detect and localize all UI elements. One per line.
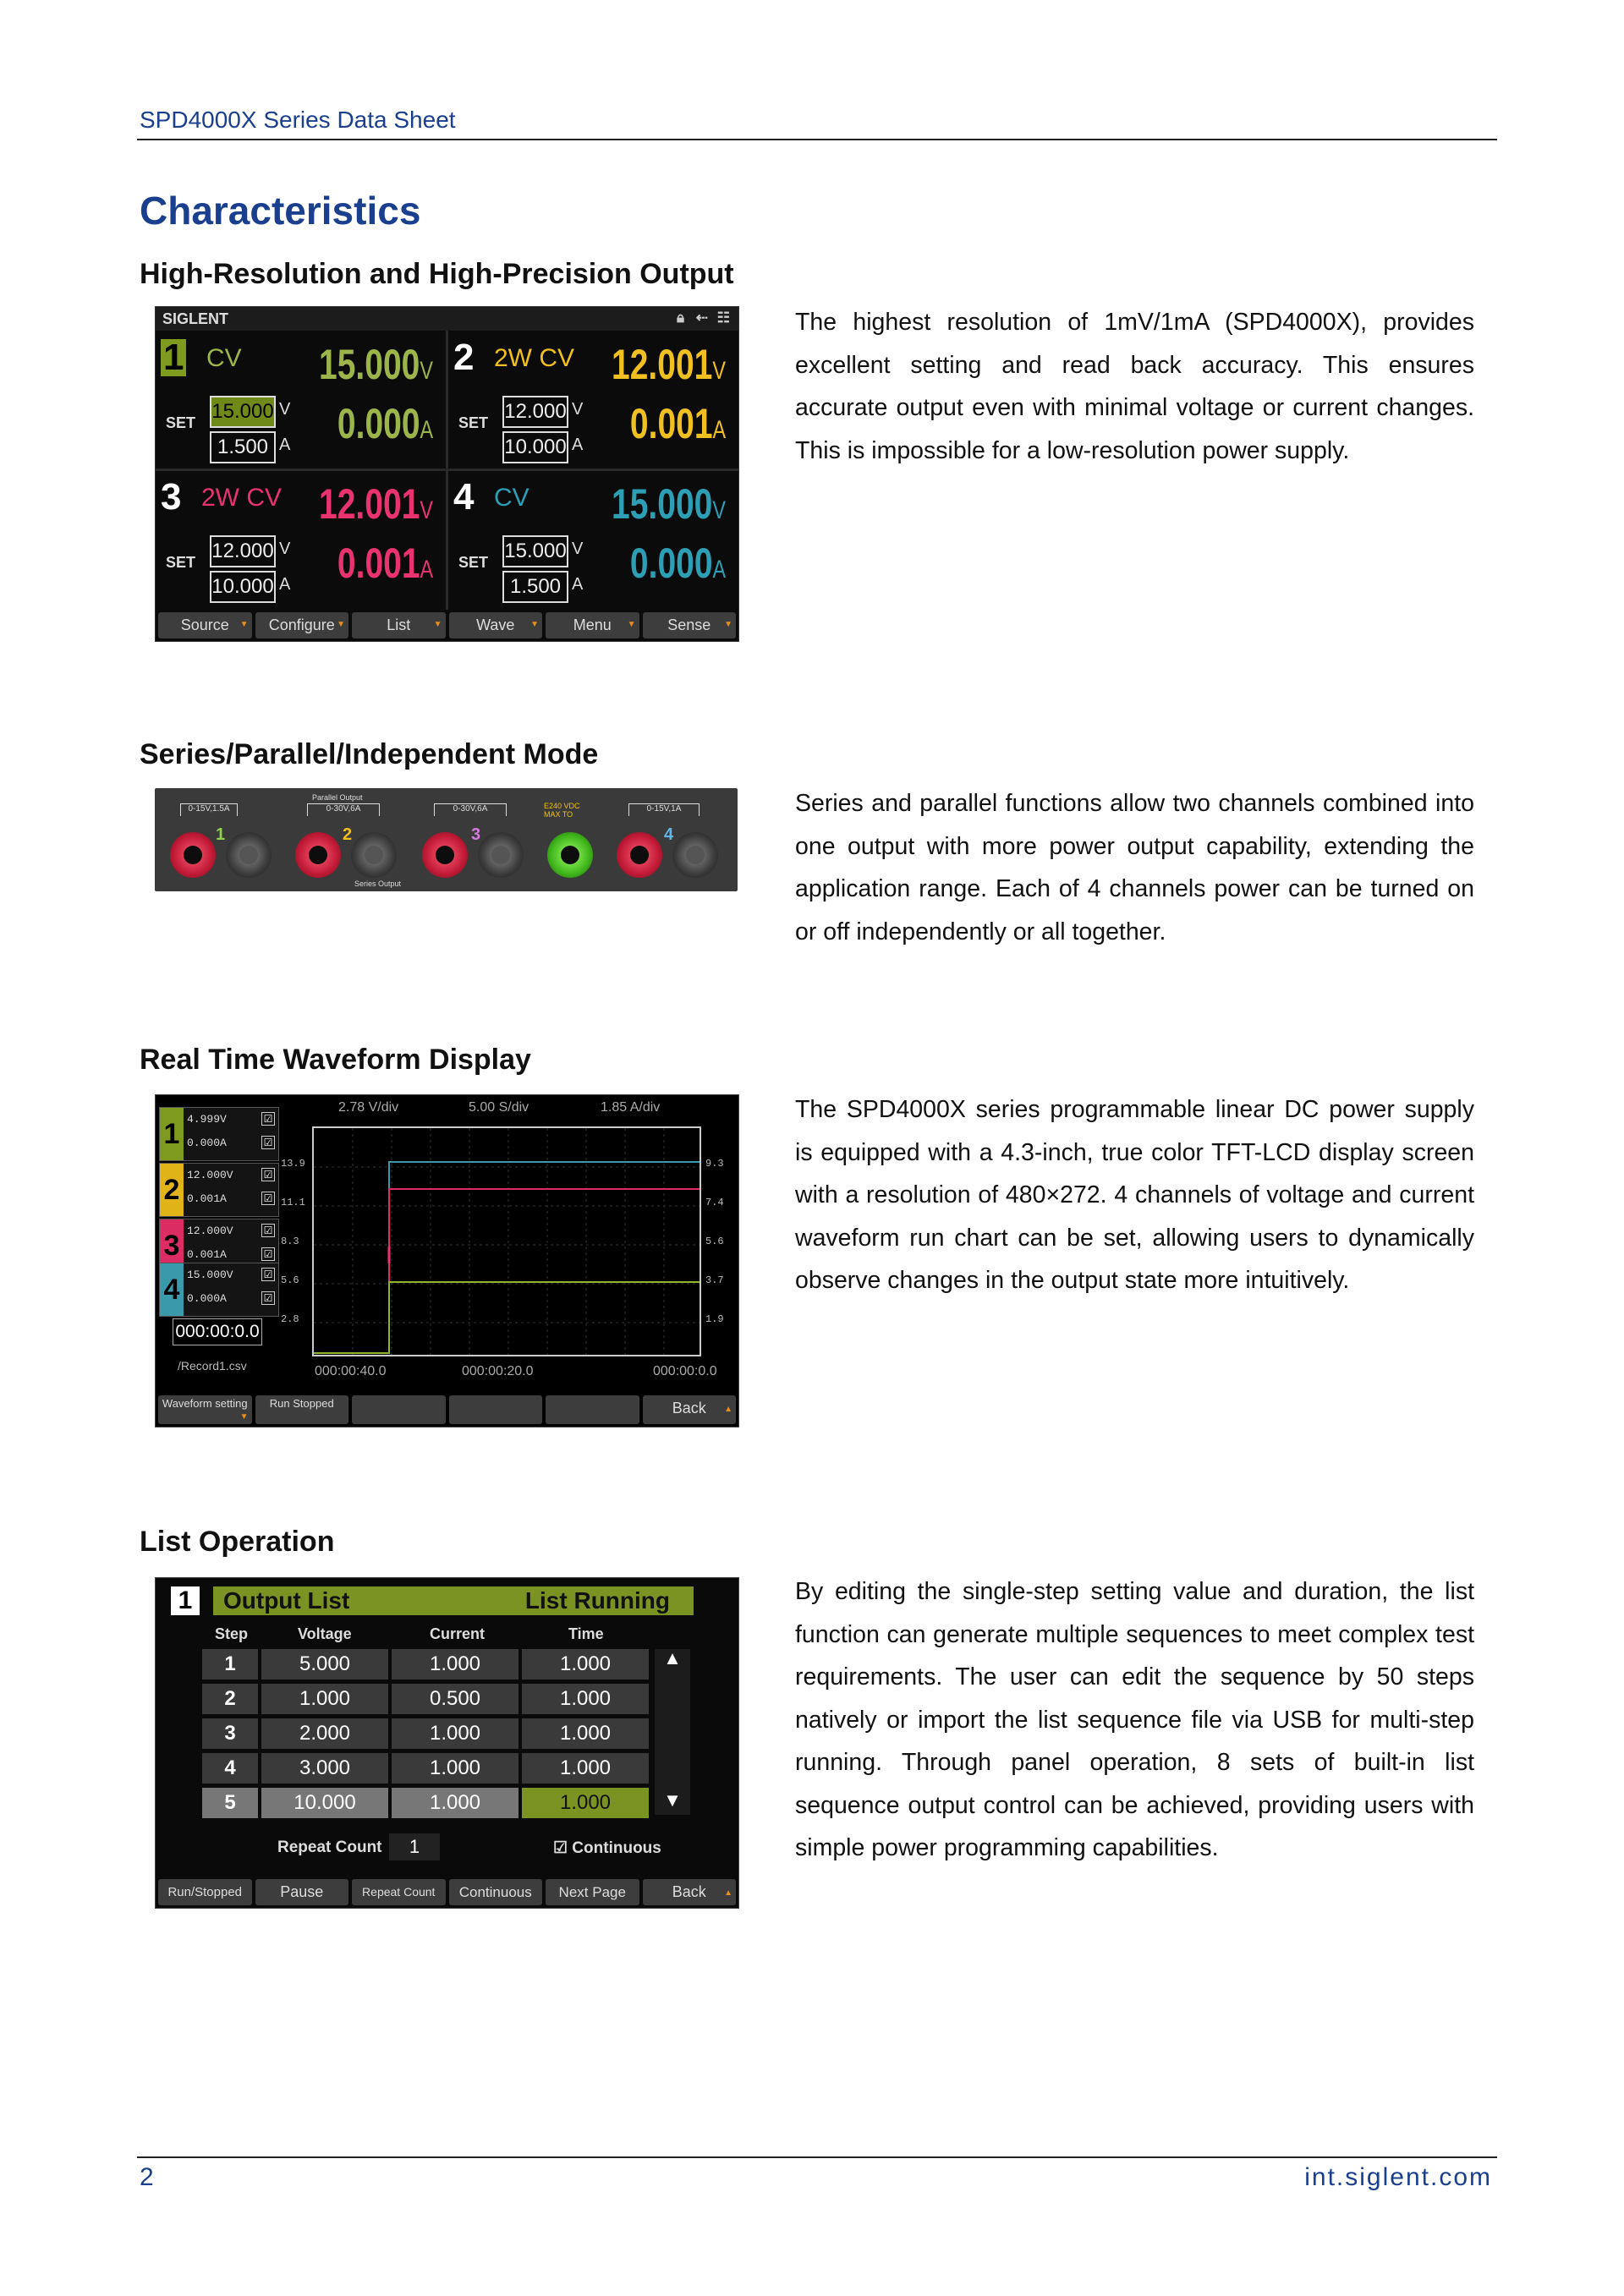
blank-softkey[interactable] xyxy=(546,1395,639,1424)
channel-4-panel xyxy=(448,472,736,610)
run-stopped-softkey[interactable]: Run/Stopped xyxy=(158,1879,252,1905)
voltage-readout: 15.000V xyxy=(319,341,433,388)
channel-2-panel xyxy=(448,332,736,470)
set-label: SET xyxy=(166,414,196,431)
channel-mode: CV xyxy=(206,344,242,372)
section-heading-modes: Series/Parallel/Independent Mode xyxy=(140,738,599,770)
voltage-warning-label: E240 VDC MAX TO xyxy=(544,802,580,819)
channel-2-label: 2 xyxy=(343,825,353,844)
ch2-negative-terminal xyxy=(351,832,397,878)
siglent-logo: SIGLENT xyxy=(162,310,229,327)
softkey-bar xyxy=(156,610,738,641)
channel-number: 4 xyxy=(453,476,475,518)
ch4-positive-terminal xyxy=(617,832,662,878)
list-operation-screenshot: 1 Output List List Running Step Voltage Current Time 1 5.000 1.000 1.000 2 1.000 0.500 1.000 3 2.000 1.000 1.000 4 3.000 1.000 1.000 5 10.000 1.000 1.000 ▲ ▼ Repeat Count 1 ☑ Continuous Run/Stopped Pause Repeat Count Continuous Next Page Back ▲ xyxy=(155,1577,739,1909)
channel-voltage: 12.000V xyxy=(187,1225,233,1237)
channel-4-label: 4 xyxy=(664,825,674,844)
voltage-checkbox[interactable]: ☑ xyxy=(261,1268,275,1281)
ch3-negative-terminal xyxy=(478,832,524,878)
column-step: Step xyxy=(215,1625,249,1642)
set-label: SET xyxy=(458,554,489,571)
current-readout: 0.001A xyxy=(337,540,433,587)
list-title: Output List xyxy=(223,1587,350,1614)
channel-3-label: 3 xyxy=(471,825,481,844)
set-current-unit: A xyxy=(279,436,291,454)
ground-terminal xyxy=(547,832,593,878)
voltage-div-readout: 2.78 V/div xyxy=(338,1100,399,1115)
current-div-readout: 1.85 A/div xyxy=(601,1100,661,1115)
back-softkey[interactable]: Back ▲ xyxy=(643,1879,737,1905)
current-readout: 0.000A xyxy=(337,400,433,447)
repeat-count-label: Repeat Count xyxy=(277,1838,382,1856)
list-softkey-bar xyxy=(156,1877,738,1908)
set-current-unit: A xyxy=(572,436,584,454)
channel-number: 4 xyxy=(160,1263,184,1316)
document-header: SPD4000X Series Data Sheet xyxy=(140,107,456,133)
voltage-readout: 12.001V xyxy=(612,341,726,388)
list-channel-number: 1 xyxy=(171,1586,200,1615)
terminal-rating-label: 0-15V,1A xyxy=(628,803,700,816)
continuous-checkbox[interactable]: ☑ Continuous xyxy=(553,1839,661,1857)
output-terminals-photo xyxy=(155,788,738,891)
column-time: Time xyxy=(568,1625,604,1642)
channel-mode: 2W CV xyxy=(494,344,575,372)
y-left-tick: 2.8 xyxy=(281,1313,299,1325)
submenu-arrow-icon: ▼ xyxy=(239,1412,249,1422)
section-text-waveform: The SPD4000X series programmable linear DC power supply is equipped with a 4.3-inch, true color TFT-LCD display screen with a resolution of 480×272. 4 channels of voltage and current waveform run chart can be set, allowing users to dynamically observe changes in the output state more intuitively. xyxy=(795,1096,1474,1294)
section-heading-resolution: High-Resolution and High-Precision Output xyxy=(140,258,734,290)
x-axis-tick: 000:00:0.0 xyxy=(653,1364,717,1378)
current-checkbox[interactable]: ☑ xyxy=(261,1192,275,1205)
scroll-down-icon[interactable]: ▼ xyxy=(663,1789,682,1811)
channel-number: 3 xyxy=(161,476,182,518)
channel-1-trace xyxy=(314,1282,700,1353)
channel-mode: 2W CV xyxy=(201,484,283,512)
channel-number: 1 xyxy=(161,339,186,376)
set-label: SET xyxy=(458,414,489,431)
list-title-bar xyxy=(213,1586,694,1615)
time-edit-field: 1.000 xyxy=(522,1788,649,1818)
page-title: Characteristics xyxy=(140,189,421,233)
column-current: Current xyxy=(430,1625,486,1642)
channel-mode: CV xyxy=(494,484,529,512)
network-icon: ☷ xyxy=(716,310,730,326)
channel-3-trace xyxy=(314,1189,700,1353)
footer-divider xyxy=(137,2156,1497,2158)
channel-voltage: 12.000V xyxy=(187,1169,233,1181)
menu-softkey[interactable]: Menu ▼ xyxy=(546,612,639,638)
usb-icon: ⇠ xyxy=(695,310,708,326)
submenu-arrow-icon: ▼ xyxy=(530,620,539,629)
list-status: List Running xyxy=(524,1587,670,1614)
ch2-positive-terminal xyxy=(295,832,341,878)
ch4-negative-terminal xyxy=(672,832,718,878)
current-checkbox[interactable]: ☑ xyxy=(261,1136,275,1149)
waveform-channel-4[interactable] xyxy=(159,1263,279,1317)
section-text-resolution: The highest resolution of 1mV/1mA (SPD4000X), provides excellent setting and read back accuracy. This ensures accurate output even with minimal voltage or current changes. This is impossible for a low-resolution power supply. xyxy=(795,309,1474,464)
repeat-count-softkey[interactable]: Repeat Count xyxy=(352,1879,446,1905)
column-voltage: Voltage xyxy=(298,1625,352,1642)
wave-softkey[interactable]: Wave ▼ xyxy=(449,612,543,638)
set-current-field[interactable]: 10.000 xyxy=(210,571,276,603)
channel-current: 0.001A xyxy=(187,1248,227,1261)
pause-softkey[interactable]: Pause xyxy=(255,1879,349,1905)
source-softkey[interactable]: Source ▼ xyxy=(158,612,252,638)
channel-number: 2 xyxy=(453,337,475,378)
submenu-arrow-icon: ▼ xyxy=(627,620,636,629)
waveform-channel-2[interactable] xyxy=(159,1163,279,1217)
ch3-positive-terminal xyxy=(422,832,468,878)
waveform-softkey-bar xyxy=(156,1393,738,1427)
scroll-up-icon[interactable]: ▲ xyxy=(663,1647,682,1669)
voltage-checkbox[interactable]: ☑ xyxy=(261,1168,275,1181)
blank-softkey[interactable] xyxy=(449,1395,543,1424)
voltage-checkbox[interactable]: ☑ xyxy=(261,1224,275,1237)
waveform-channel-1[interactable] xyxy=(159,1107,279,1161)
y-left-tick: 13.9 xyxy=(281,1158,305,1170)
record-timer: 000:00:0.0 xyxy=(173,1318,262,1345)
terminal-rating-label: 0-30V,6A xyxy=(434,803,507,816)
set-label: SET xyxy=(166,554,196,571)
channel-number: 3 xyxy=(160,1219,184,1272)
repeat-count-field[interactable]: 1 xyxy=(389,1833,440,1860)
y-right-tick: 7.4 xyxy=(705,1197,724,1208)
submenu-arrow-icon: ▼ xyxy=(433,620,442,629)
header-divider xyxy=(137,139,1497,140)
record-filename: /Record1.csv xyxy=(178,1359,247,1373)
section-text-list: By editing the single-step setting value and duration, the list function can generate multiple sequences to meet complex test requirements. The user can edit the sequence by 50 steps natively or import the list sequence file via USB for multi-step running. Through panel operation, 8 sets of built-in list sequence output control can be achieved, providing users with simple power programming capabilities. xyxy=(795,1578,1474,1861)
page-number: 2 xyxy=(140,2163,154,2191)
continuous-softkey[interactable]: Continuous xyxy=(449,1879,543,1905)
current-readout: 0.001A xyxy=(629,400,726,447)
current-checkbox[interactable]: ☑ xyxy=(261,1247,275,1261)
y-left-tick: 8.3 xyxy=(281,1236,299,1247)
time-div-readout: 5.00 S/div xyxy=(469,1100,529,1115)
submenu-arrow-icon: ▼ xyxy=(724,620,732,629)
y-right-tick: 3.7 xyxy=(705,1274,724,1286)
channel-number: 2 xyxy=(160,1164,184,1216)
set-voltage-field[interactable]: 15.000 xyxy=(210,396,276,428)
channel-current: 0.000A xyxy=(187,1292,227,1305)
section-heading-waveform: Real Time Waveform Display xyxy=(140,1044,531,1076)
channel-1-label: 1 xyxy=(216,825,226,844)
set-voltage-field[interactable]: 15.000 xyxy=(502,535,568,567)
lock-icon: 🔒︎ xyxy=(676,310,684,326)
y-right-tick: 1.9 xyxy=(705,1313,724,1325)
set-voltage-unit: V xyxy=(279,540,291,558)
channel-number: 1 xyxy=(160,1108,184,1160)
display-status-bar xyxy=(156,307,738,331)
waveform-display-screenshot xyxy=(155,1094,739,1427)
set-current-unit: A xyxy=(279,575,291,594)
channel-3-panel xyxy=(156,472,443,610)
next-page-softkey[interactable]: Next Page xyxy=(546,1879,639,1905)
set-voltage-unit: V xyxy=(279,400,291,419)
channel-voltage: 4.999V xyxy=(187,1113,227,1126)
channel-4-trace xyxy=(314,1162,700,1353)
waveform-setting-softkey[interactable]: Waveform setting ▼ xyxy=(158,1395,252,1424)
sense-softkey[interactable]: Sense ▼ xyxy=(643,612,737,638)
y-left-tick: 11.1 xyxy=(281,1197,305,1208)
y-right-tick: 9.3 xyxy=(705,1158,724,1170)
waveform-plot-area xyxy=(312,1126,701,1356)
website-link[interactable]: int.siglent.com xyxy=(1304,2163,1492,2191)
ch1-positive-terminal xyxy=(170,832,216,878)
configure-softkey[interactable]: Configure ▼ xyxy=(255,612,349,638)
voltage-readout: 12.001V xyxy=(319,480,433,528)
x-axis-tick: 000:00:20.0 xyxy=(462,1364,534,1378)
y-right-tick: 5.6 xyxy=(705,1236,724,1247)
channel-current: 0.001A xyxy=(187,1192,227,1205)
set-voltage-field[interactable]: 12.000 xyxy=(502,396,568,428)
channel-1-panel xyxy=(156,332,443,470)
set-voltage-unit: V xyxy=(572,400,584,419)
back-softkey[interactable]: Back ▲ xyxy=(643,1395,737,1424)
up-arrow-icon: ▲ xyxy=(724,1888,732,1898)
set-voltage-unit: V xyxy=(572,540,584,558)
voltage-checkbox[interactable]: ☑ xyxy=(261,1112,275,1126)
set-current-field[interactable]: 10.000 xyxy=(502,431,568,463)
x-axis-tick: 000:00:40.0 xyxy=(315,1364,387,1378)
current-checkbox[interactable]: ☑ xyxy=(261,1291,275,1305)
series-output-label: Series Output xyxy=(354,879,402,888)
waveform-traces xyxy=(314,1128,700,1355)
voltage-readout: 15.000V xyxy=(612,480,726,528)
run-stopped-softkey[interactable]: Run Stopped xyxy=(255,1395,349,1424)
set-current-field[interactable]: 1.500 xyxy=(502,571,568,603)
list-softkey[interactable]: List ▼ xyxy=(352,612,446,638)
channel-display-screenshot xyxy=(155,306,739,642)
section-text-modes: Series and parallel functions allow two channels combined into one output with more power output capability, extending the application range. Each of 4 channels power can be turned on or off independently or all together. xyxy=(795,790,1474,945)
parallel-output-label: Parallel Output xyxy=(312,793,363,802)
set-voltage-field[interactable]: 12.000 xyxy=(210,535,276,567)
blank-softkey[interactable] xyxy=(352,1395,446,1424)
channel-voltage: 15.000V xyxy=(187,1269,233,1281)
channel-current: 0.000A xyxy=(187,1137,227,1149)
y-left-tick: 5.6 xyxy=(281,1274,299,1286)
ch1-negative-terminal xyxy=(226,832,272,878)
current-readout: 0.000A xyxy=(629,540,726,587)
set-current-field[interactable]: 1.500 xyxy=(210,431,276,463)
terminal-rating-label: 0-30V,6A xyxy=(307,803,380,816)
section-heading-list: List Operation xyxy=(140,1526,335,1558)
terminal-rating-label: 0-15V,1.5A xyxy=(180,803,238,816)
set-current-unit: A xyxy=(572,575,584,594)
submenu-arrow-icon: ▼ xyxy=(239,620,249,629)
submenu-arrow-icon: ▼ xyxy=(337,620,345,629)
up-arrow-icon: ▲ xyxy=(724,1405,732,1414)
